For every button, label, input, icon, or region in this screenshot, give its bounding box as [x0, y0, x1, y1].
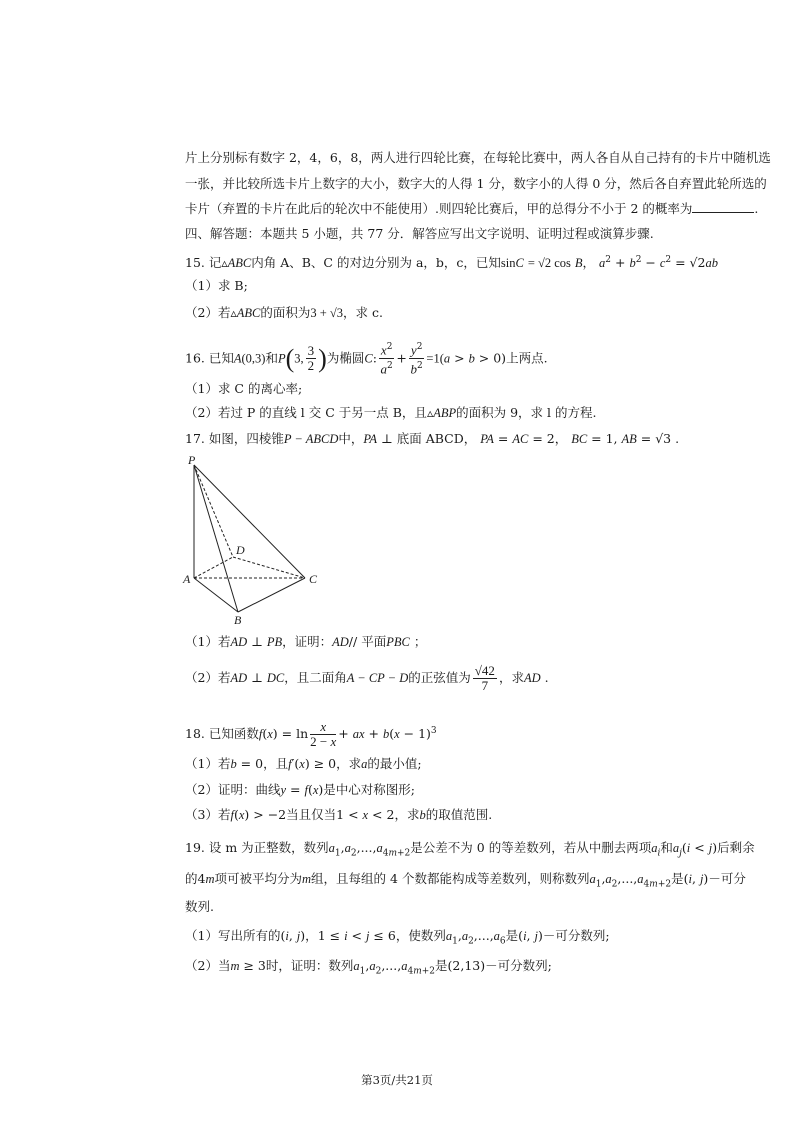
edge-BC: [238, 578, 305, 612]
edge-PD: [194, 465, 233, 557]
question-16: 16. 已知A(0,3)和P(3, $\frac{3}{2}$ )为椭圆C: $\frac{x^2}{a^2}$ + $\frac{y^2}{b^2}$ =1(a > b > 0)上两点.: [185, 342, 548, 377]
answer-blank: [692, 201, 754, 213]
page-footer: 第3页/共21页: [361, 1073, 433, 1087]
label-P: P: [188, 455, 196, 467]
question-17-part2: （2）若AD ⊥ DC，且二面角A − CP − D的正弦值为 $\frac{√42}{7}$ ，求AD .: [185, 663, 549, 693]
question-16-part2: （2）若过 P 的直线 l 交 C 于另一点 B，且▵ABP的面积为 9，求 l 的方程.: [185, 405, 597, 420]
question-19-cont: 的4m项可被平均分为m组，且每组的 4 个数都能构成等差数列，则称数列$a_1,a_2,...,a_{4m+2}$是(i, j)－可分: [185, 871, 746, 890]
question-19: 19. 设 m 为正整数，数列$a_1,a_2,...,a_{4m+2}$是公差不为 0 的等差数列，若从中删去两项$a_i$和$a_j(i < j)$后剩余: [185, 840, 755, 859]
question-18-part1: （1）若b = 0，且f′(x) ≥ 0，求a的最小值;: [185, 756, 422, 771]
text-line: 一张，并比较所选卡片上数字的大小，数字大的人得 1 分，数字小的人得 0 分，然后各自弃置此轮所选的: [185, 176, 767, 191]
question-15-part1: （1）求 B;: [185, 278, 248, 293]
question-16-part1: （1）求 C 的离心率;: [185, 381, 303, 396]
question-15: 15. 记▵ABC内角 A、B、C 的对边分别为 a，b，c，已知sinC = √2 cos B， $a^2 + b^2 - c^2 = √2ab$: [185, 255, 718, 271]
section-heading: 四、解答题：本题共 5 小题，共 77 分．解答应写出文字说明、证明过程或演算步骤.: [185, 226, 654, 241]
label-B: B: [234, 613, 242, 625]
question-19-cont2: 数列.: [185, 899, 214, 914]
question-18: 18. 已知函数f(x) = ln $\frac{x}{2 - x}$ + ax + $b(x - 1)^3$: [185, 719, 437, 750]
question-15-part2: （2）若▵ABC的面积为3 + √3，求 c.: [185, 305, 383, 320]
edge-AB: [194, 578, 238, 612]
question-17-part1: （1）若AD ⊥ PB，证明：AD// 平面PBC ；: [185, 634, 427, 649]
question-18-part2: （2）证明：曲线y = f(x)是中心对称图形;: [185, 782, 415, 797]
text-line: 卡片（弃置的卡片在此后的轮次中不能使用）.则四轮比赛后，甲的总得分不小于 2 的概率为 .: [185, 201, 759, 216]
question-18-part3: （3）若f(x) > −2当且仅当1 < x < 2，求b的取值范围.: [185, 807, 493, 822]
question-19-part1: （1）写出所有的(i, j)，1 ≤ i < j ≤ 6，使数列$a_1,a_2,...,a_6$是(i, j)－可分数列;: [185, 928, 610, 947]
question-17: 17. 如图，四棱锥P − ABCD中，PA ⊥ 底面 ABCD， PA = AC = 2， BC = 1, AB = √3 .: [185, 431, 680, 446]
label-C: C: [309, 572, 318, 586]
label-A: A: [183, 572, 191, 586]
pyramid-figure: [178, 455, 328, 625]
label-D: D: [236, 543, 245, 557]
text-line: 片上分别标有数字 2，4，6，8，两人进行四轮比赛，在每轮比赛中，两人各自从自己持有的卡片中随机选: [185, 150, 771, 165]
question-19-part2: （2）当m ≥ 3时，证明：数列$a_1,a_2,...,a_{4m+2}$是(2,13)－可分数列;: [185, 958, 552, 977]
